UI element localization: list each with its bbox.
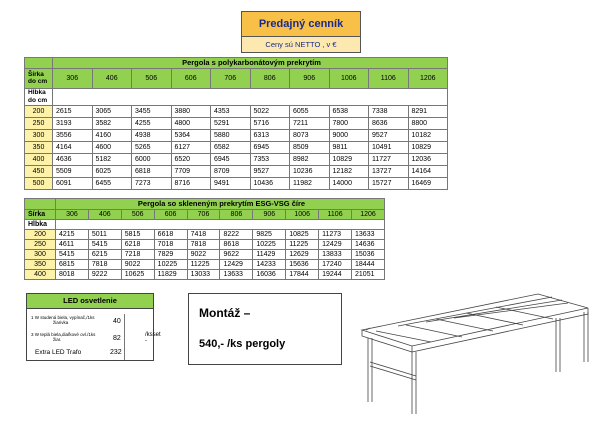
table1-col-header: 406 (92, 69, 132, 89)
table1-price-cell: 6000 (132, 154, 172, 166)
table-row (25, 240, 385, 250)
table2-price-cell: 9222 (88, 270, 121, 280)
table1-price-cell: 3582 (92, 118, 132, 130)
table2-price-cell: 7018 (154, 240, 187, 250)
table-row (25, 270, 385, 280)
table1-price-cell: 7338 (369, 106, 409, 118)
table1-depth: 300 (25, 130, 53, 142)
table1-price-cell: 7800 (329, 118, 369, 130)
table-row (25, 178, 448, 190)
table2-price-cell: 5011 (88, 230, 121, 240)
table1-price-cell: 8291 (408, 106, 448, 118)
table1-price-cell: 8709 (211, 166, 251, 178)
table1-price-cell: 4164 (53, 142, 93, 154)
table1-depth: 200 (25, 106, 53, 118)
table1-price-cell: 6055 (290, 106, 330, 118)
table2-col-header: 506 (121, 210, 154, 220)
led-divider (124, 314, 125, 360)
table1-price-cell: 10436 (250, 178, 290, 190)
table2-price-cell: 12429 (319, 240, 352, 250)
table1-price-cell: 3880 (171, 106, 211, 118)
table2-price-cell: 17240 (319, 260, 352, 270)
table1-col-header: 1106 (369, 69, 409, 89)
table1-price-cell: 10236 (290, 166, 330, 178)
table2-price-cell: 16036 (253, 270, 286, 280)
table1-price-cell: 4800 (171, 118, 211, 130)
table1-col-header: 706 (211, 69, 251, 89)
table1-col-header: 806 (250, 69, 290, 89)
table2-width-label: Šírka (25, 210, 56, 220)
led-item-2-label: 3 W teplá biela,diaľkové ovl./1ks žiar. (31, 332, 96, 342)
table1-price-cell: 11982 (290, 178, 330, 190)
table1-price-cell: 6127 (171, 142, 211, 154)
pergola-illustration (356, 282, 590, 418)
table1-price-cell: 7211 (290, 118, 330, 130)
table2-depth: 400 (25, 270, 56, 280)
installation-box (188, 293, 342, 365)
installation-label: Montáž – (199, 306, 251, 320)
table2-price-cell: 15636 (286, 260, 319, 270)
led-title: LED osvetlenie (27, 294, 153, 309)
table2-price-cell: 10225 (253, 240, 286, 250)
table1-price-cell: 3455 (132, 106, 172, 118)
table2-col-header: 906 (253, 210, 286, 220)
table1-depth: 400 (25, 154, 53, 166)
table2-column-header (25, 210, 385, 220)
table2-price-cell: 8618 (220, 240, 253, 250)
table2-price-cell: 15036 (352, 250, 385, 260)
table2-price-cell: 5415 (56, 250, 89, 260)
table2-price-cell: 17844 (286, 270, 319, 280)
table2-price-cell: 8222 (220, 230, 253, 240)
table-row (25, 154, 448, 166)
table2-price-cell: 11829 (154, 270, 187, 280)
led-item-3-label: Extra LED Trafo (35, 349, 82, 356)
price-list-title-box (241, 11, 361, 53)
table1-price-cell: 8982 (290, 154, 330, 166)
table1-price-cell: 8716 (171, 178, 211, 190)
table2-depth: 300 (25, 250, 56, 260)
table2-col-header: 806 (220, 210, 253, 220)
table1-price-cell: 14000 (329, 178, 369, 190)
table1-price-cell: 6945 (250, 142, 290, 154)
led-item-1-label: 1 W studená biela, vypínač,/1ks žiarivka (31, 315, 95, 325)
table1-price-cell: 8636 (369, 118, 409, 130)
table1-price-cell: 10829 (329, 154, 369, 166)
glass-price-table (24, 198, 385, 280)
table1-price-cell: 10491 (369, 142, 409, 154)
table2-price-cell: 13033 (187, 270, 220, 280)
table1-price-cell: 4600 (92, 142, 132, 154)
table1-price-cell: 8509 (290, 142, 330, 154)
table2-price-cell: 7818 (187, 240, 220, 250)
table1-price-cell: 16469 (408, 178, 448, 190)
table2-price-cell: 7829 (154, 250, 187, 260)
table1-price-cell: 5182 (92, 154, 132, 166)
table-row (25, 166, 448, 178)
table2-depth-label: Hĺbka (25, 220, 56, 230)
table1-price-cell: 4353 (211, 106, 251, 118)
table1-price-cell: 8073 (290, 130, 330, 142)
table1-price-cell: 10829 (408, 142, 448, 154)
table1-price-cell: 4636 (53, 154, 93, 166)
table2-price-cell: 8018 (56, 270, 89, 280)
table1-price-cell: 7709 (171, 166, 211, 178)
table1-col-header: 506 (132, 69, 172, 89)
price-list-title: Predajný cenník (258, 18, 344, 30)
table2-price-cell: 6815 (56, 260, 89, 270)
table1-width-label: Šírka do cm (25, 69, 53, 89)
table1-depth: 450 (25, 166, 53, 178)
table1-price-cell: 6025 (92, 166, 132, 178)
table2-price-cell: 9022 (187, 250, 220, 260)
table2-col-header: 606 (154, 210, 187, 220)
table-row (25, 260, 385, 270)
table2-price-cell: 12629 (286, 250, 319, 260)
table2-price-cell: 11429 (253, 250, 286, 260)
table2-price-cell: 13633 (220, 270, 253, 280)
table1-col-header: 906 (290, 69, 330, 89)
table2-price-cell: 7818 (88, 260, 121, 270)
table2-price-cell: 13833 (319, 250, 352, 260)
table1-price-cell: 4938 (132, 130, 172, 142)
table2-price-cell: 7218 (121, 250, 154, 260)
table2-price-cell: 5815 (121, 230, 154, 240)
table1-price-cell: 5291 (211, 118, 251, 130)
table1-price-cell: 9527 (369, 130, 409, 142)
table2-col-header: 406 (88, 210, 121, 220)
table2-price-cell: 7418 (187, 230, 220, 240)
table2-price-cell: 9022 (121, 260, 154, 270)
table2-col-header: 1106 (319, 210, 352, 220)
table1-depth-label: Hĺbka do cm (25, 89, 53, 106)
table1-price-cell: 12036 (408, 154, 448, 166)
table1-price-cell: 6091 (53, 178, 93, 190)
table2-price-cell: 18444 (352, 260, 385, 270)
table2-price-cell: 4611 (56, 240, 89, 250)
table2-price-cell: 19244 (319, 270, 352, 280)
table2-price-cell: 12429 (220, 260, 253, 270)
table2-price-cell: 21051 (352, 270, 385, 280)
table2-price-cell: 5415 (88, 240, 121, 250)
table1-price-cell: 2615 (53, 106, 93, 118)
table1-price-cell: 6945 (211, 154, 251, 166)
table-row (25, 130, 448, 142)
table1-price-cell: 6582 (211, 142, 251, 154)
table2-col-header: 1206 (352, 210, 385, 220)
table1-depth: 250 (25, 118, 53, 130)
table2-col-header: 306 (56, 210, 89, 220)
led-lighting-box (26, 293, 161, 361)
table2-depth: 250 (25, 240, 56, 250)
installation-price: 540,- /ks pergoly (199, 338, 286, 350)
table1-price-cell: 5509 (53, 166, 93, 178)
table1-col-header: 1206 (408, 69, 448, 89)
table1-depth: 500 (25, 178, 53, 190)
table2-price-cell: 11273 (319, 230, 352, 240)
table-row (25, 118, 448, 130)
table2-price-cell: 14636 (352, 240, 385, 250)
table2-price-cell: 4215 (56, 230, 89, 240)
table1-price-cell: 4255 (132, 118, 172, 130)
table1-price-cell: 9811 (329, 142, 369, 154)
table2-price-cell: 10825 (286, 230, 319, 240)
table1-price-cell: 7273 (132, 178, 172, 190)
table2-price-cell: 13633 (352, 230, 385, 240)
table2-price-cell: 14233 (253, 260, 286, 270)
led-item-2-price: 82 (113, 335, 121, 342)
table2-title: Pergola so skleneným prekrytím ESG-VSG číre (56, 199, 385, 210)
table1-price-cell: 3065 (92, 106, 132, 118)
table2-price-cell: 6618 (154, 230, 187, 240)
table1-col-header: 606 (171, 69, 211, 89)
table2-price-cell: 11225 (187, 260, 220, 270)
table1-depth: 350 (25, 142, 53, 154)
table1-title: Pergola s polykarbonátovým prekrytím (53, 58, 448, 69)
table1-price-cell: 6520 (171, 154, 211, 166)
table1-price-cell: 15727 (369, 178, 409, 190)
table2-price-cell: 10625 (121, 270, 154, 280)
table2-price-cell: 6218 (121, 240, 154, 250)
table1-price-cell: 14164 (408, 166, 448, 178)
table1-price-cell: 7353 (250, 154, 290, 166)
table1-price-cell: 3556 (53, 130, 93, 142)
table1-price-cell: 5265 (132, 142, 172, 154)
table-row (25, 142, 448, 154)
table1-price-cell: 5880 (211, 130, 251, 142)
led-item-1-price: 40 (113, 318, 121, 325)
table2-price-cell: 11225 (286, 240, 319, 250)
table1-column-header (25, 69, 448, 89)
table1-price-cell: 9000 (329, 130, 369, 142)
table-row (25, 230, 385, 240)
table1-price-cell: 10182 (408, 130, 448, 142)
table2-price-cell: 9825 (253, 230, 286, 240)
price-list-subtitle: Ceny sú NETTO , v € (242, 36, 360, 52)
table2-col-header: 1006 (286, 210, 319, 220)
table1-col-header: 1006 (329, 69, 369, 89)
table2-price-cell: 6215 (88, 250, 121, 260)
table1-price-cell: 6313 (250, 130, 290, 142)
table2-depth: 200 (25, 230, 56, 240)
table1-price-cell: 9491 (211, 178, 251, 190)
table1-price-cell: 5364 (171, 130, 211, 142)
table1-price-cell: 5022 (250, 106, 290, 118)
table1-price-cell: 6538 (329, 106, 369, 118)
polycarbonate-price-table (24, 57, 448, 190)
table1-price-cell: 4160 (92, 130, 132, 142)
table2-depth: 350 (25, 260, 56, 270)
table1-price-cell: 5716 (250, 118, 290, 130)
table1-price-cell: 9527 (250, 166, 290, 178)
table1-price-cell: 3193 (53, 118, 93, 130)
led-item-3-price: 232 (110, 349, 122, 356)
table2-price-cell: 9622 (220, 250, 253, 260)
table2-col-header: 706 (187, 210, 220, 220)
table1-col-header: 306 (53, 69, 93, 89)
table1-price-cell: 13727 (369, 166, 409, 178)
table1-price-cell: 6818 (132, 166, 172, 178)
table1-price-cell: 8800 (408, 118, 448, 130)
table-row (25, 106, 448, 118)
table1-price-cell: 6455 (92, 178, 132, 190)
table1-price-cell: 11727 (369, 154, 409, 166)
table1-price-cell: 12182 (329, 166, 369, 178)
led-unit: /ksset - (145, 332, 161, 344)
table-row (25, 250, 385, 260)
table2-price-cell: 10225 (154, 260, 187, 270)
